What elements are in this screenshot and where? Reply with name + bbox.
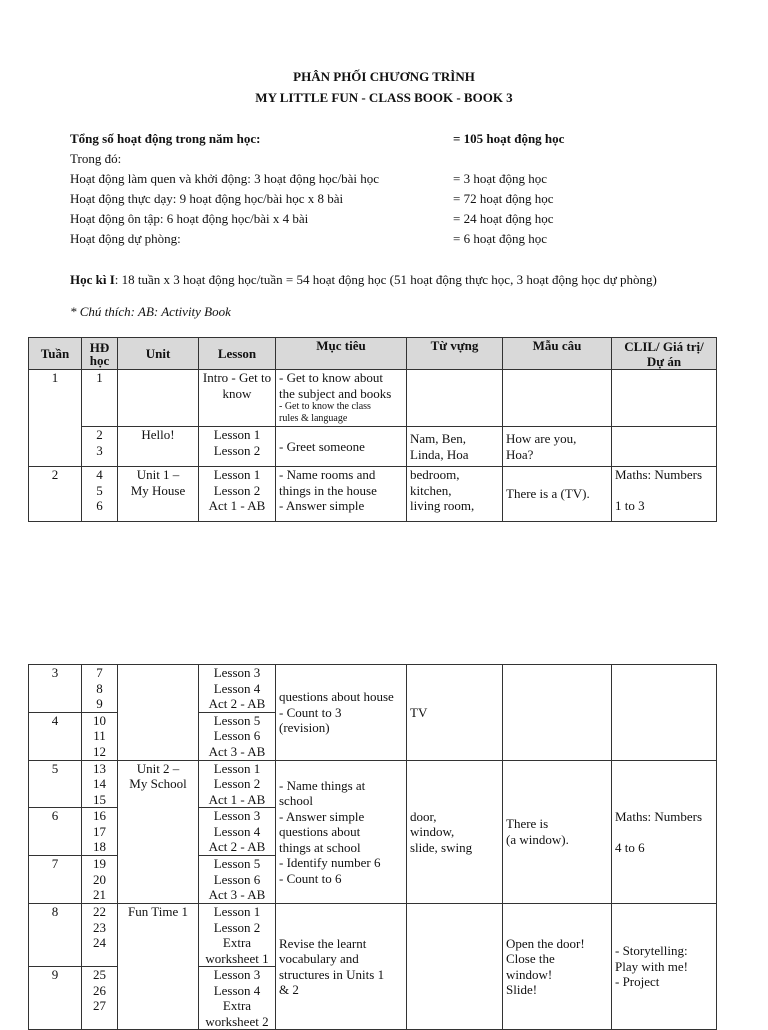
table-row: [29, 370, 717, 427]
summary-label-total: Tổng số hoạt động trong năm học:: [70, 131, 261, 146]
cell-muc-tieu: questions about house - Count to 3 (revision): [276, 665, 407, 761]
table-header-row: [29, 338, 717, 370]
cell-tuan: 4: [29, 712, 82, 760]
cell-unit: Unit 2 – My School: [118, 760, 199, 904]
summary-label-warmup: Hoạt động làm quen và khởi động: 3 hoạt động học/bài học: [70, 171, 380, 186]
cell-tu-vung: door, window, slide, swing: [407, 760, 503, 904]
cell-muc-tieu: - Greet someone: [276, 427, 407, 467]
cell-tu-vung: Nam, Ben, Linda, Hoa: [407, 427, 503, 467]
cell-tuan: 2: [29, 467, 82, 522]
summary-value-warmup: = 3 hoạt động học: [453, 171, 547, 186]
cell-mau-cau: Open the door! Close the window! Slide!: [503, 904, 612, 1030]
table-row: [29, 904, 717, 967]
cell-unit: Unit 1 – My House: [118, 467, 199, 522]
syllabus-table-page-1: [28, 337, 717, 522]
header-muc-tieu: Mục tiêu: [276, 338, 407, 370]
table-row: [29, 467, 717, 522]
header-lesson: Lesson: [199, 338, 276, 370]
cell-mau-cau: How are you, Hoa?: [503, 427, 612, 467]
cell-muc-tieu: [276, 370, 407, 427]
summary-label-reserve: Hoạt động dự phòng:: [70, 231, 181, 246]
cell-tuan: 1: [29, 370, 82, 467]
summary-value-review: = 24 hoạt động học: [453, 211, 554, 226]
cell-tu-vung: [407, 370, 503, 427]
header-tuan: Tuần: [29, 338, 82, 370]
cell-tuan: 8: [29, 904, 82, 967]
cell-hd: 13 14 15: [82, 760, 118, 808]
header-unit: Unit: [118, 338, 199, 370]
cell-lesson: Lesson 1 Lesson 2 Act 1 - AB: [199, 467, 276, 522]
cell-hd: 25 26 27: [82, 967, 118, 1030]
cell-clil: [612, 427, 717, 467]
cell-lesson: Lesson 3 Lesson 4 Extra worksheet 2: [199, 967, 276, 1030]
document-title: PHÂN PHỐI CHƯƠNG TRÌNH: [293, 69, 475, 84]
cell-tu-vung: [407, 904, 503, 1030]
syllabus-table-page-2: [28, 664, 717, 1030]
cell-muc-tieu: - Name things at school - Answer simple questions about things at school - Identify number 6 - Count to 6: [276, 760, 407, 904]
muc-tieu-main: - Get to know about the subject and books: [279, 370, 392, 401]
cell-lesson: Lesson 1 Lesson 2 Act 1 - AB: [199, 760, 276, 808]
muc-tieu-small: - Get to know the class rules & language: [279, 401, 371, 424]
cell-hd: 4 5 6: [82, 467, 118, 522]
summary-value-teaching: = 72 hoạt động học: [453, 191, 554, 206]
cell-hd: 10 11 12: [82, 712, 118, 760]
cell-tu-vung: bedroom, kitchen, living room,: [407, 467, 503, 522]
cell-tuan: 6: [29, 808, 82, 856]
cell-tuan: 5: [29, 760, 82, 808]
semester-label: Học kì I: [70, 272, 115, 287]
cell-lesson: Lesson 1 Lesson 2: [199, 427, 276, 467]
cell-muc-tieu: - Name rooms and things in the house - Answer simple: [276, 467, 407, 522]
cell-mau-cau: There is a (TV).: [503, 467, 612, 522]
cell-lesson: Intro - Get to know: [199, 370, 276, 427]
cell-tuan: 7: [29, 856, 82, 904]
cell-mau-cau: [503, 370, 612, 427]
cell-lesson: Lesson 5 Lesson 6 Act 3 - AB: [199, 856, 276, 904]
cell-unit: [118, 370, 199, 427]
cell-tuan: 9: [29, 967, 82, 1030]
cell-lesson: Lesson 1 Lesson 2 Extra worksheet 1: [199, 904, 276, 967]
cell-hd: 2 3: [82, 427, 118, 467]
cell-unit: Hello!: [118, 427, 199, 467]
table-row: [29, 427, 717, 467]
cell-unit: [118, 665, 199, 761]
cell-clil: [612, 665, 717, 761]
summary-label-teaching: Hoạt động thực dạy: 9 hoạt động học/bài học x 8 bài: [70, 191, 344, 206]
table-row: [29, 760, 717, 808]
cell-clil: Maths: Numbers 4 to 6: [612, 760, 717, 904]
cell-hd: 22 23 24: [82, 904, 118, 967]
document-subtitle: MY LITTLE FUN - CLASS BOOK - BOOK 3: [255, 90, 513, 105]
header-tu-vung: Từ vựng: [407, 338, 503, 370]
semester-text: : 18 tuần x 3 hoạt động học/tuần = 54 hoạt động học (51 hoạt động thực học, 3 hoạt động học dự phòng): [114, 272, 657, 287]
cell-lesson: Lesson 3 Lesson 4 Act 2 - AB: [199, 665, 276, 713]
cell-tu-vung: TV: [407, 665, 503, 761]
cell-clil: [612, 370, 717, 427]
summary-value-total: = 105 hoạt động học: [453, 131, 565, 146]
cell-mau-cau: [503, 665, 612, 761]
cell-hd: 16 17 18: [82, 808, 118, 856]
cell-clil: Maths: Numbers 1 to 3: [612, 467, 717, 522]
note-text: * Chú thích: AB: Activity Book: [70, 304, 231, 319]
cell-hd: 7 8 9: [82, 665, 118, 713]
table-row: [29, 665, 717, 713]
cell-mau-cau: There is (a window).: [503, 760, 612, 904]
header-mau-cau: Mẫu câu: [503, 338, 612, 370]
semester-info: [70, 272, 657, 288]
cell-lesson: Lesson 3 Lesson 4 Act 2 - AB: [199, 808, 276, 856]
cell-hd: 19 20 21: [82, 856, 118, 904]
cell-muc-tieu: Revise the learnt vocabulary and structures in Units 1 & 2: [276, 904, 407, 1030]
cell-lesson: Lesson 5 Lesson 6 Act 3 - AB: [199, 712, 276, 760]
cell-hd: 1: [82, 370, 118, 427]
header-hd-hoc: HĐ học: [82, 338, 118, 370]
cell-tuan: 3: [29, 665, 82, 713]
cell-unit: Fun Time 1: [118, 904, 199, 1030]
summary-value-reserve: = 6 hoạt động học: [453, 231, 547, 246]
summary-label-review: Hoạt động ôn tập: 6 hoạt động học/bài x 4 bài: [70, 211, 309, 226]
summary-label-breakdown: Trong đó:: [70, 151, 122, 166]
header-clil: CLIL/ Giá trị/ Dự án: [612, 338, 717, 370]
cell-clil: - Storytelling: Play with me! - Project: [612, 904, 717, 1030]
